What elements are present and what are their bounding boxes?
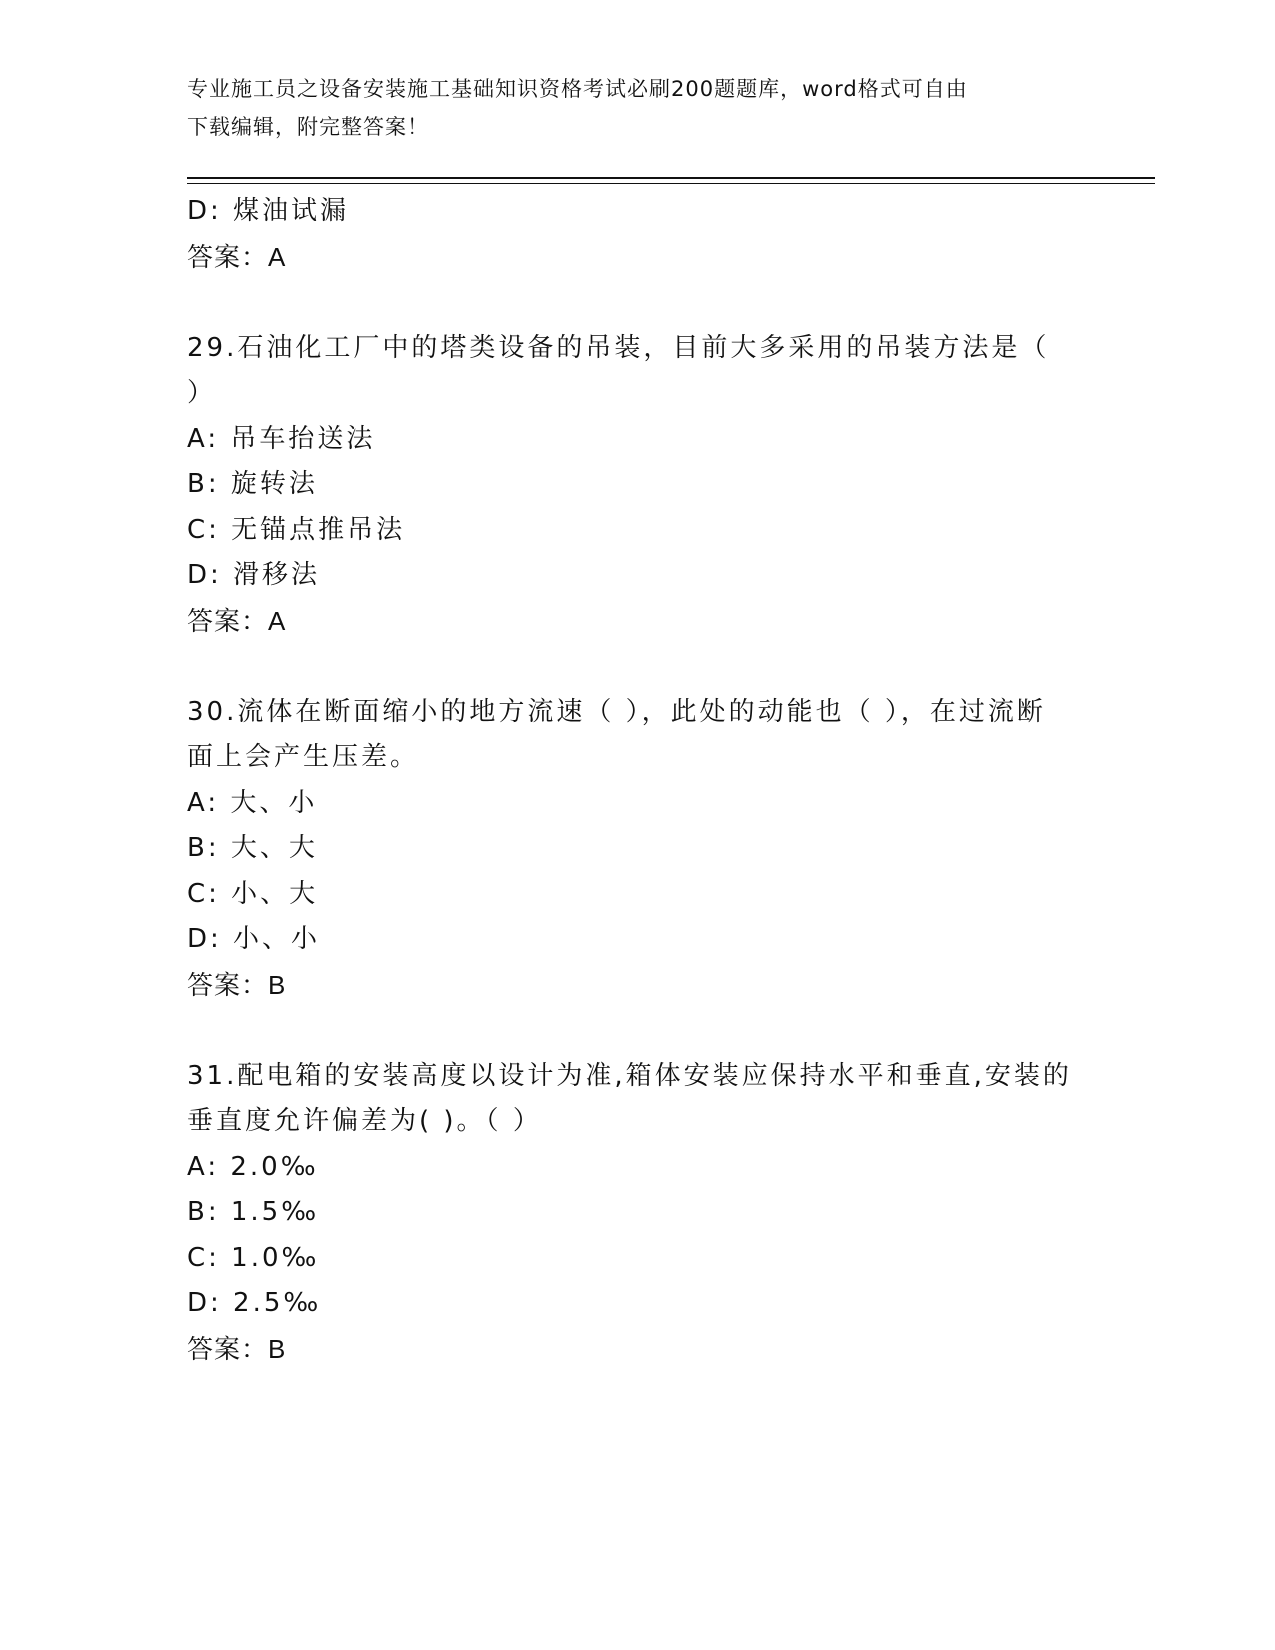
spacer	[187, 644, 1117, 690]
option-c: C: 小、大	[187, 878, 319, 909]
question-stem: 30.流体在断面缩小的地方流速（ ），此处的动能也（ ），在过流断	[187, 696, 1046, 727]
header-line-2: 下载编辑，附完整答案！	[187, 115, 429, 139]
answer-line: 答案：B	[187, 1333, 287, 1364]
option-b: B: 旋转法	[187, 469, 318, 499]
spacer	[187, 280, 1117, 326]
option-d: D: 煤油试漏	[187, 196, 350, 226]
question-stem: 29.石油化工厂中的塔类设备的吊装，目前大多采用的吊装方法是（	[187, 332, 1050, 363]
option-d: D: 2.5‰	[187, 1288, 322, 1318]
answer-line: 答案：B	[187, 969, 287, 1000]
option-d: D: 滑移法	[187, 560, 321, 590]
option-a: A: 吊车抬送法	[187, 423, 376, 454]
option-d: D: 小、小	[187, 924, 321, 954]
header-divider-thin	[187, 183, 1155, 184]
option-a: A: 大、小	[187, 787, 318, 818]
spacer	[187, 1008, 1117, 1054]
question-28-tail	[187, 189, 1117, 280]
header-line-1: 专业施工员之设备安装施工基础知识资格考试必刷200题题库，word格式可自由	[187, 77, 968, 101]
question-30	[187, 690, 1117, 1009]
option-c: C: 无锚点推吊法	[187, 514, 406, 545]
header-divider-thick	[187, 177, 1155, 179]
answer-line: 答案：A	[187, 605, 287, 636]
option-a: A: 2.0‰	[187, 1151, 319, 1182]
question-stem-continued: 垂直度允许偏差为( )。（ ）	[187, 1106, 542, 1136]
question-stem: 31.配电箱的安装高度以设计为准,箱体安装应保持水平和垂直,安装的	[187, 1060, 1072, 1091]
document-header	[187, 70, 1087, 146]
option-b: B: 1.5‰	[187, 1197, 320, 1227]
question-stem-continued: ）	[187, 378, 217, 408]
question-31	[187, 1054, 1117, 1373]
question-29	[187, 326, 1117, 645]
question-stem-continued: 面上会产生压差。	[187, 742, 420, 772]
option-b: B: 大、大	[187, 833, 318, 863]
answer-line: 答案：A	[187, 241, 287, 272]
option-c: C: 1.0‰	[187, 1242, 320, 1273]
question-list	[187, 189, 1117, 1372]
